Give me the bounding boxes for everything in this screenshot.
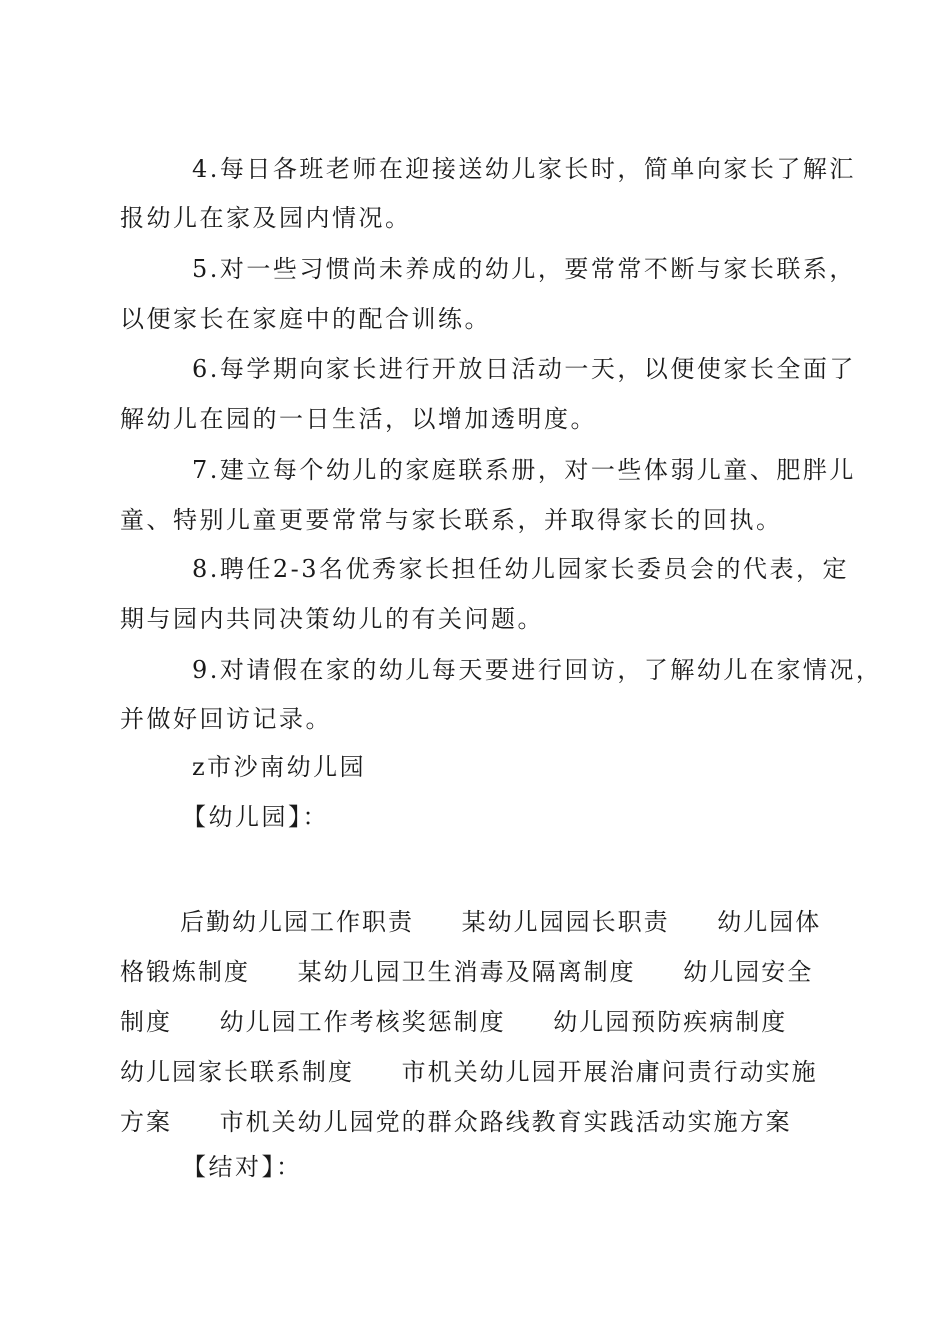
- tag-heading-pairing: 【结对】：: [182, 1153, 303, 1181]
- paragraph-4-line-1: 4.每日各班老师在迎接送幼儿家长时，简单向家长了解汇: [192, 155, 856, 183]
- paragraph-5-line-1: 5.对一些习惯尚未养成的幼儿，要常常不断与家长联系，: [192, 255, 856, 283]
- paragraph-9-line-2: 并做好回访记录。: [120, 705, 332, 733]
- paragraph-8-line-2: 期与园内共同决策幼儿的有关问题。: [120, 605, 544, 633]
- related-link[interactable]: 后勤幼儿园工作职责: [180, 908, 414, 936]
- paragraph-5-line-2: 以便家长在家庭中的配合训练。: [120, 305, 491, 333]
- related-link[interactable]: 幼儿园体格锻炼制度: [120, 908, 822, 986]
- paragraph-7-line-1: 7.建立每个幼儿的家庭联系册，对一些体弱儿童、肥胖儿: [192, 456, 856, 484]
- paragraph-4-line-2: 报幼儿在家及园内情况。: [120, 204, 412, 232]
- paragraph-6-line-2: 解幼儿在园的一日生活，以增加透明度。: [120, 405, 597, 433]
- related-link[interactable]: 幼儿园安全制度: [120, 958, 814, 1036]
- paragraph-6-line-1: 6.每学期向家长进行开放日活动一天，以便使家长全面了: [192, 355, 856, 383]
- related-link[interactable]: 幼儿园家长联系制度: [120, 1058, 354, 1086]
- signature: z市沙南幼儿园: [192, 753, 367, 781]
- tag-heading-kindergarten: 【幼儿园】：: [182, 803, 329, 831]
- related-link[interactable]: 市机关幼儿园开展治庸问责行动实施方案: [120, 1058, 818, 1136]
- related-link[interactable]: 市机关幼儿园党的群众路线教育实践活动实施方案: [219, 1108, 792, 1136]
- related-link[interactable]: 某幼儿园卫生消毒及隔离制度: [297, 958, 636, 986]
- related-link[interactable]: 幼儿园工作考核奖惩制度: [219, 1008, 506, 1036]
- paragraph-7-line-2: 童、特别儿童更要常常与家长联系，并取得家长的回执。: [120, 506, 783, 534]
- related-links: [120, 897, 835, 1147]
- paragraph-9-line-1: 9.对请假在家的幼儿每天要进行回访，了解幼儿在家情况，: [192, 656, 883, 684]
- related-link[interactable]: 幼儿园预防疾病制度: [553, 1008, 788, 1036]
- paragraph-8-line-1: 8.聘任2-3名优秀家长担任幼儿园家长委员会的代表，定: [192, 555, 850, 583]
- related-link[interactable]: 某幼儿园园长职责: [461, 908, 670, 936]
